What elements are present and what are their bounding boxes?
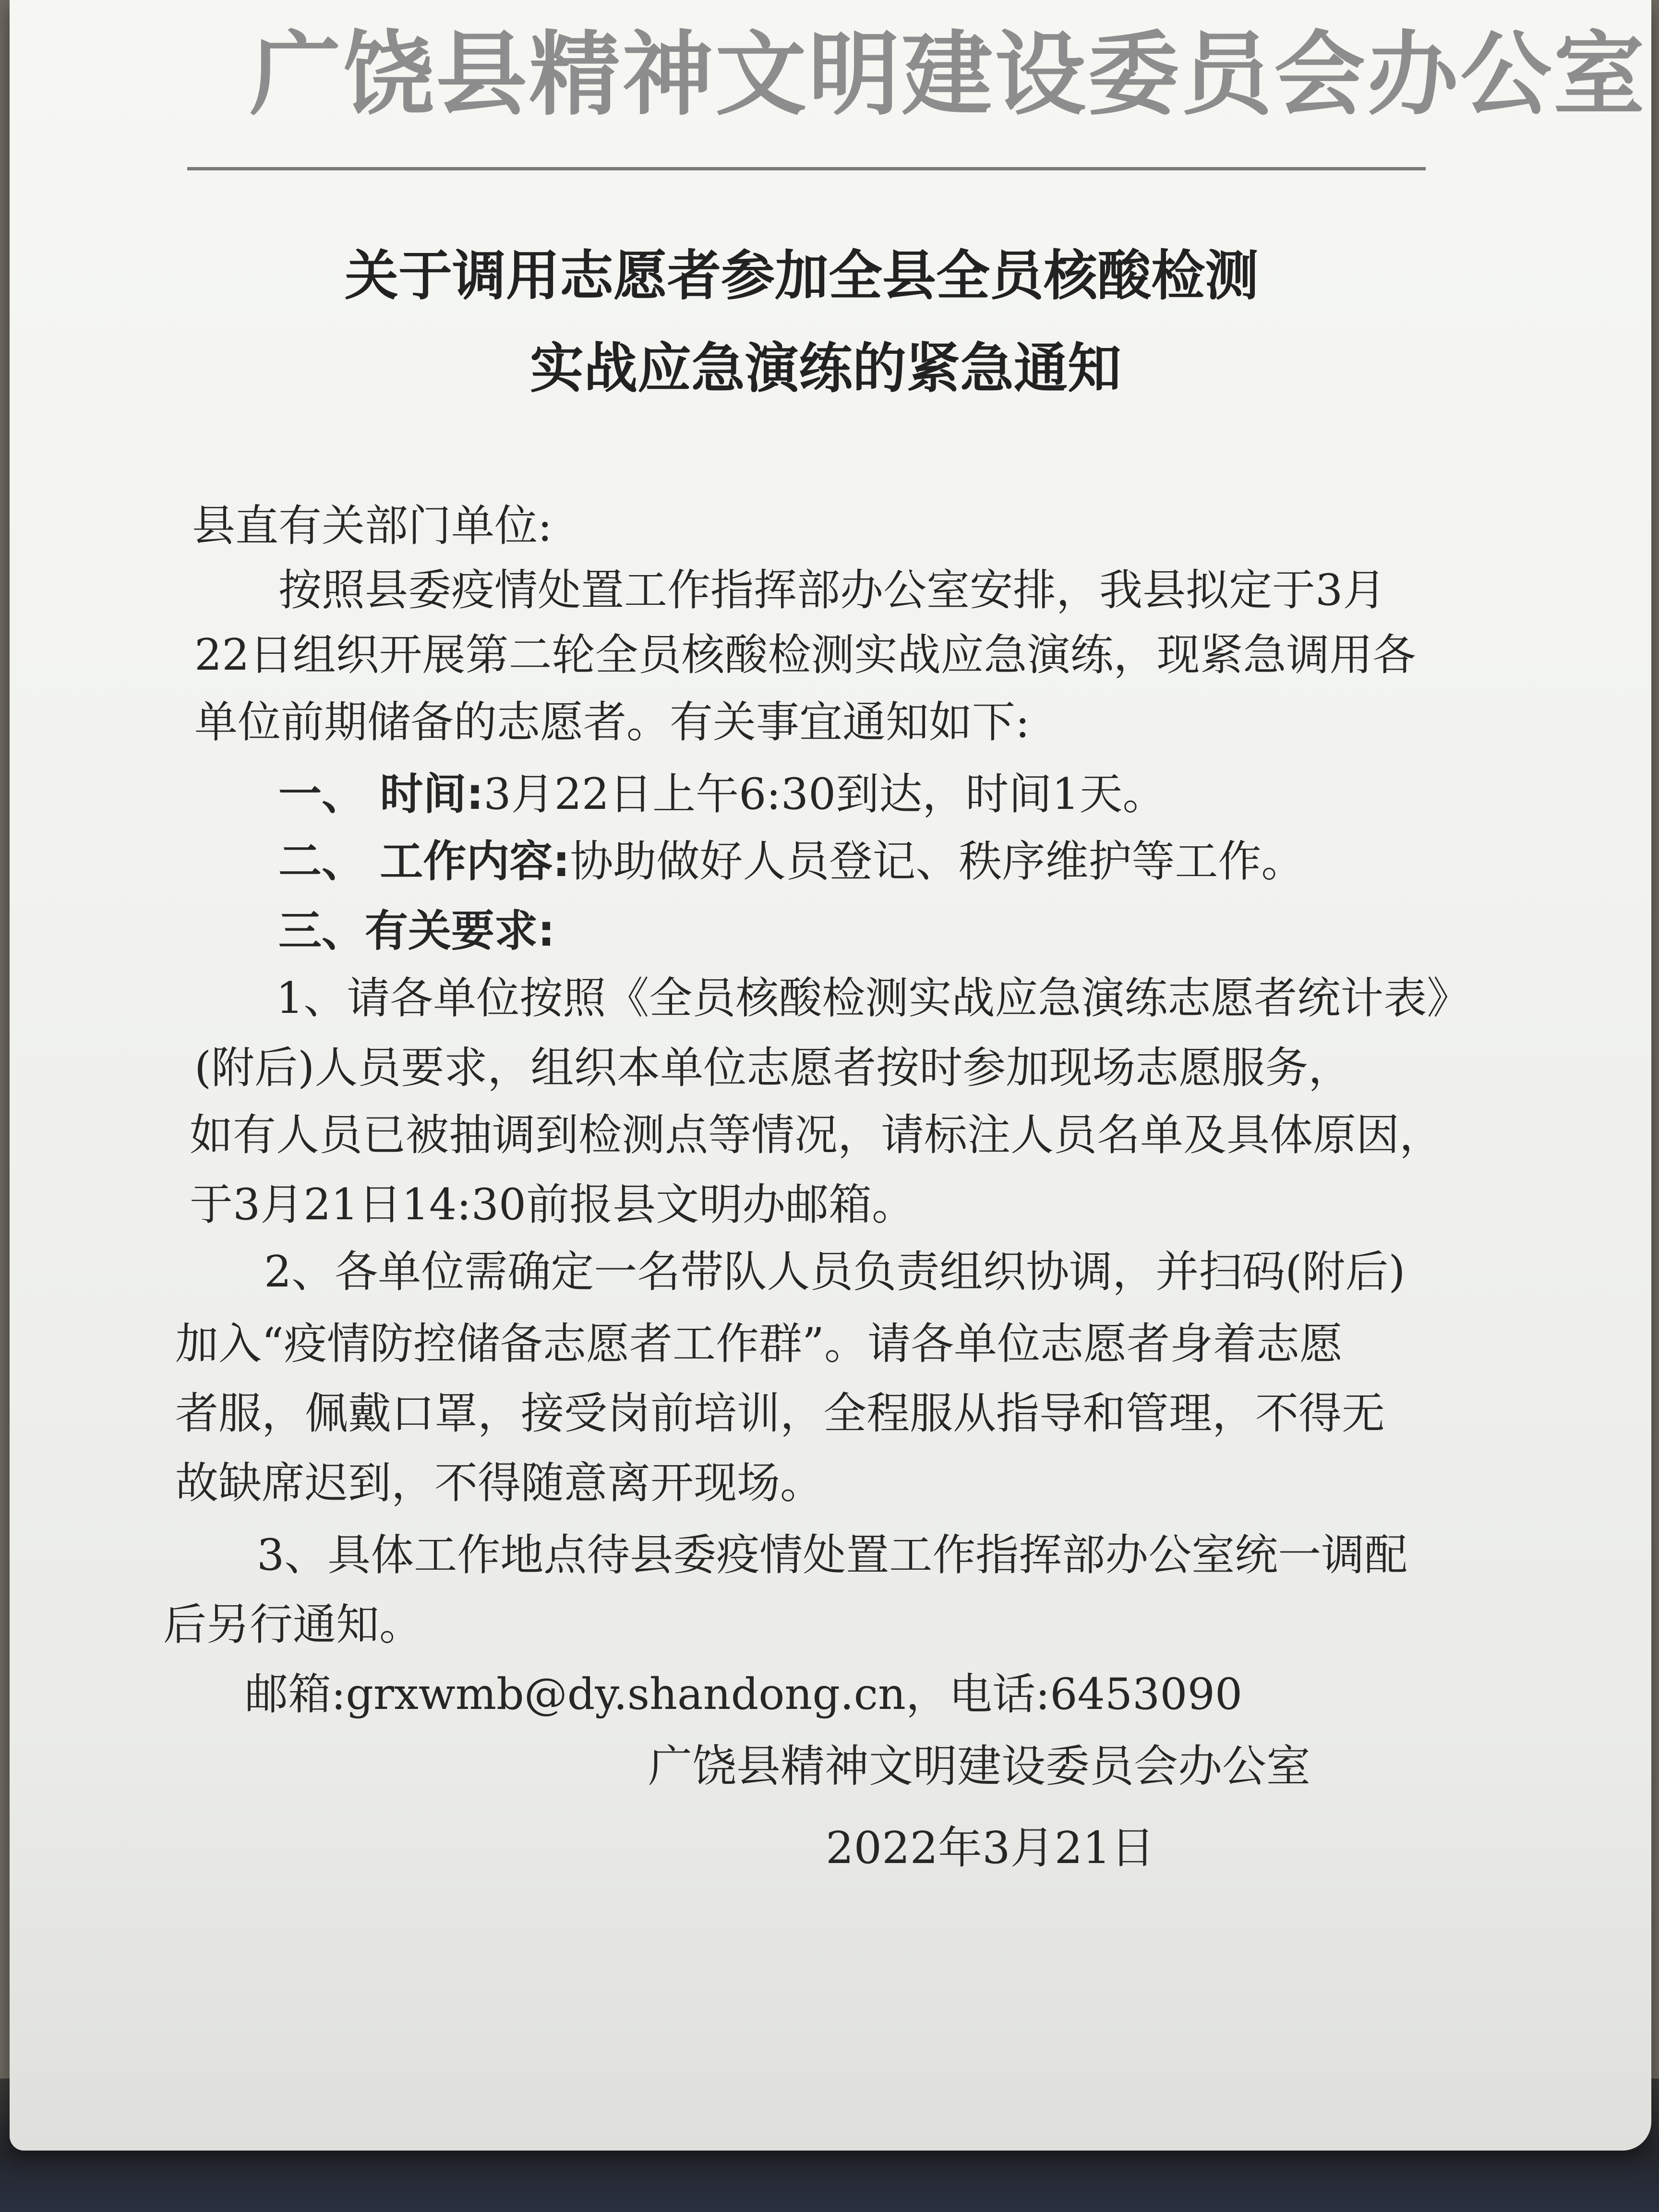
- req1-line-3: 如有人员已被抽调到检测点等情况，请标注人员名单及具体原因，: [190, 1110, 1443, 1160]
- intro-line-3: 单位前期储备的志愿者。有关事宜通知如下:: [194, 697, 1030, 747]
- item-time-text: 3月22日上午6:30到达，时间1天。: [483, 769, 1166, 819]
- req1-line-2: (附后)人员要求，组织本单位志愿者按时参加现场志愿服务，: [194, 1043, 1352, 1093]
- req2-line-4: 故缺席迟到，不得随意离开现场。: [175, 1458, 823, 1508]
- item-time-label: 一、 时间:: [278, 769, 484, 819]
- signature-date: 2022年3月21日: [826, 1822, 1155, 1874]
- notice-sheet: [10, 0, 1651, 2151]
- intro-line-1: 按照县委疫情处置工作指挥部办公室安排，我县拟定于3月: [278, 565, 1386, 615]
- letterhead: 广饶县精神文明建设委员会办公室: [250, 21, 1647, 128]
- contact-line: 邮箱:grxwmb@dy.shandong.cn，电话:6453090: [245, 1669, 1243, 1719]
- req2-line-3: 者服，佩戴口罩，接受岗前培训，全程服从指导和管理，不得无: [175, 1388, 1385, 1439]
- req1-line-1: 1、请各单位按照《全员核酸检测实战应急演练志愿者统计表》: [276, 973, 1470, 1023]
- title-line-1: 关于调用志愿者参加全县全员核酸检测: [345, 245, 1259, 307]
- salutation: 县直有关部门单位:: [192, 501, 553, 551]
- req1-line-4: 于3月21日14:30前报县文明办邮箱。: [190, 1179, 915, 1230]
- letterhead-rule: [187, 167, 1426, 170]
- item-work-label: 二、 工作内容:: [278, 836, 570, 887]
- signature-org: 广饶县精神文明建设委员会办公室: [648, 1741, 1311, 1792]
- item-time: [278, 766, 1166, 823]
- intro-line-2: 22日组织开展第二轮全员核酸检测实战应急演练，现紧急调用各: [194, 630, 1416, 680]
- req2-line-1: 2、各单位需确定一名带队人员负责组织协调，并扫码(附后): [264, 1247, 1406, 1297]
- req3-line-2: 后另行通知。: [163, 1599, 422, 1650]
- item-work: [278, 833, 1304, 890]
- req3-line-1: 3、具体工作地点待县委疫情处置工作指挥部办公室统一调配: [257, 1530, 1408, 1580]
- item-requirements-label: 三、有关要求:: [278, 906, 555, 956]
- req2-line-2: 加入“疫情防控储备志愿者工作群”。请各单位志愿者身着志愿: [175, 1319, 1343, 1369]
- item-work-text: 协助做好人员登记、秩序维护等工作。: [570, 836, 1305, 887]
- title-line-2: 实战应急演练的紧急通知: [530, 337, 1121, 400]
